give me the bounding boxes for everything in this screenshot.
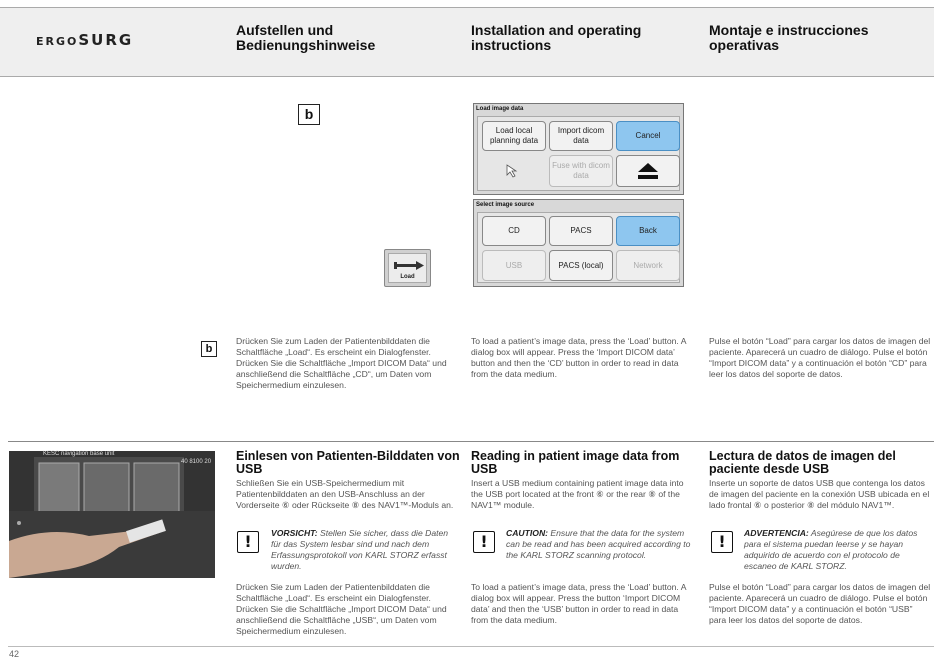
dialog-title: Select image source — [476, 202, 535, 208]
section2-body2-es: Pulse el botón “Load” para cargar los datos de imagen del paciente. Aparecerá un cuadro de diálogo. Pulse el botón “Import DICOM data” y a continuación el botón “USB” para leer los datos del soporte de datos. — [709, 582, 931, 625]
caution-text-en: Ensure that the data for the system can be read and has been acquired according to the KARL STORZ scanning protocol. — [506, 528, 691, 560]
section1-text-es: Pulse el botón “Load” para cargar los datos de imagen del paciente. Aparecerá un cuadro de diálogo. Pulse el botón “Import DICOM data” y a continuación el botón “CD” para leer los datos del soporte de datos. — [709, 336, 931, 379]
section2-body2-de: Drücken Sie zum Laden der Patientenbilddaten die Schaltfläche „Load“. Es erscheint ein Dialogfenster. Drücken Sie die Schaltfläche „Import DICOM Data“ und anschließend die Schaltfläche „USB“, um Daten vom Speichermedium einzulesen. — [236, 582, 447, 636]
eject-icon — [637, 162, 659, 180]
mouse-cursor-icon — [506, 164, 518, 178]
caution-label-en: CAUTION: — [506, 528, 549, 538]
caution-de — [271, 528, 458, 572]
load-image-data-dialog — [473, 103, 684, 195]
figure-label-b: b — [298, 104, 320, 125]
cd-button[interactable]: CD — [482, 216, 546, 246]
pacs-local-button[interactable]: PACS (local) — [549, 250, 613, 281]
usb-button[interactable]: USB — [482, 250, 546, 281]
select-image-source-dialog — [473, 199, 684, 287]
network-button[interactable]: Network — [616, 250, 680, 281]
section2-title-de: Einlesen von Patienten-Bilddaten von USB — [236, 449, 460, 476]
load-arrow-icon — [390, 259, 427, 273]
section2-title-en: Reading in patient image data from USB — [471, 449, 680, 476]
caution-text-es: Asegúrese de que los datos para el sistema puedan leerse y se hayan adquirido de acuerdo con el protocolo de escaneo de KARL STORZ. — [744, 528, 918, 571]
import-dicom-data-button[interactable]: Import dicom data — [549, 121, 613, 151]
photo-screen-text: KESC navigation base unit — [43, 451, 115, 457]
header-title-de: Aufstellen und Bedienungshinweise — [236, 22, 376, 53]
dialog-title: Load image data — [476, 106, 524, 112]
caution-label-es: ADVERTENCIA: — [744, 528, 809, 538]
caution-en — [506, 528, 696, 561]
section2-title-es: Lectura de datos de imagen del paciente desde USB — [709, 449, 896, 476]
section1-text-de: Drücken Sie zum Laden der Patientenbilddaten die Schaltfläche „Load“. Es erscheint ein Dialogfenster. Drücken Sie die Schaltfläche „Import DICOM Data“ und anschließend die Schaltfläche „CD“, um Daten vom Speichermedium einzulesen. — [236, 336, 447, 390]
section2-body2-en: To load a patient’s image data, press the ‘Load’ button. A dialog box will appear. Press the button ‘Import DICOM data’ and then the ‘USB’ button in order to read in data from the data medium. — [471, 582, 686, 625]
caution-text-de: Stellen Sie sicher, dass die Daten für das System lesbar sind und nach dem Erfassungsprotokoll von KARL STORZ erfasst wurden. — [271, 528, 449, 571]
cancel-button[interactable]: Cancel — [616, 121, 680, 151]
photo-illustration — [9, 451, 215, 578]
header-title-en: Installation and operating instructions — [471, 22, 642, 53]
photo-model-code: 40 8100 20 — [181, 459, 212, 465]
ergosurg-logo — [36, 31, 133, 49]
section2-body-en: Insert a USB medium containing patient image data into the USB port located at the front ⑥ or the rear ⑧ of the NAV1™ module. — [471, 478, 684, 510]
caution-es — [744, 528, 932, 572]
footer-divider — [8, 646, 934, 647]
load-local-planning-data-button[interactable]: Load local planning data — [482, 121, 546, 151]
usb-insertion-photo — [9, 451, 215, 578]
section-label-b: b — [201, 341, 217, 357]
logo-part-surg: SURG — [78, 31, 134, 49]
section-divider — [8, 441, 934, 442]
section2-body-de: Schließen Sie ein USB-Speichermedium mit Patientenbilddaten an den USB-Anschluss an der Vorderseite ⑥ oder Rückseite ⑧ des NAV1™-Moduls an. — [236, 478, 454, 510]
warning-icon: ! — [473, 531, 495, 553]
logo-part-ergo: ERGO — [36, 35, 79, 48]
load-button-label: Load — [400, 274, 415, 280]
caution-label-de: VORSICHT: — [271, 528, 318, 538]
pacs-button[interactable]: PACS — [549, 216, 613, 246]
eject-button[interactable] — [616, 155, 680, 187]
load-button-image — [384, 249, 431, 287]
fuse-with-dicom-data-button[interactable]: Fuse with dicom data — [549, 155, 613, 187]
back-button[interactable]: Back — [616, 216, 680, 246]
section2-body-es: Inserte un soporte de datos USB que contenga los datos de imagen del paciente en la conexión USB ubicada en el lado frontal ⑥ o posterior ⑧ del módulo NAV1™. — [709, 478, 930, 510]
warning-icon: ! — [711, 531, 733, 553]
page-number: 42 — [9, 649, 20, 659]
warning-icon: ! — [237, 531, 259, 553]
header-title-es: Montaje e instrucciones operativas — [709, 22, 869, 53]
section1-text-en: To load a patient’s image data, press the ‘Load’ button. A dialog box will appear. Press the ‘Import DICOM data’ button and then the ‘CD’ button in order to read in data from the data medium. — [471, 336, 686, 379]
